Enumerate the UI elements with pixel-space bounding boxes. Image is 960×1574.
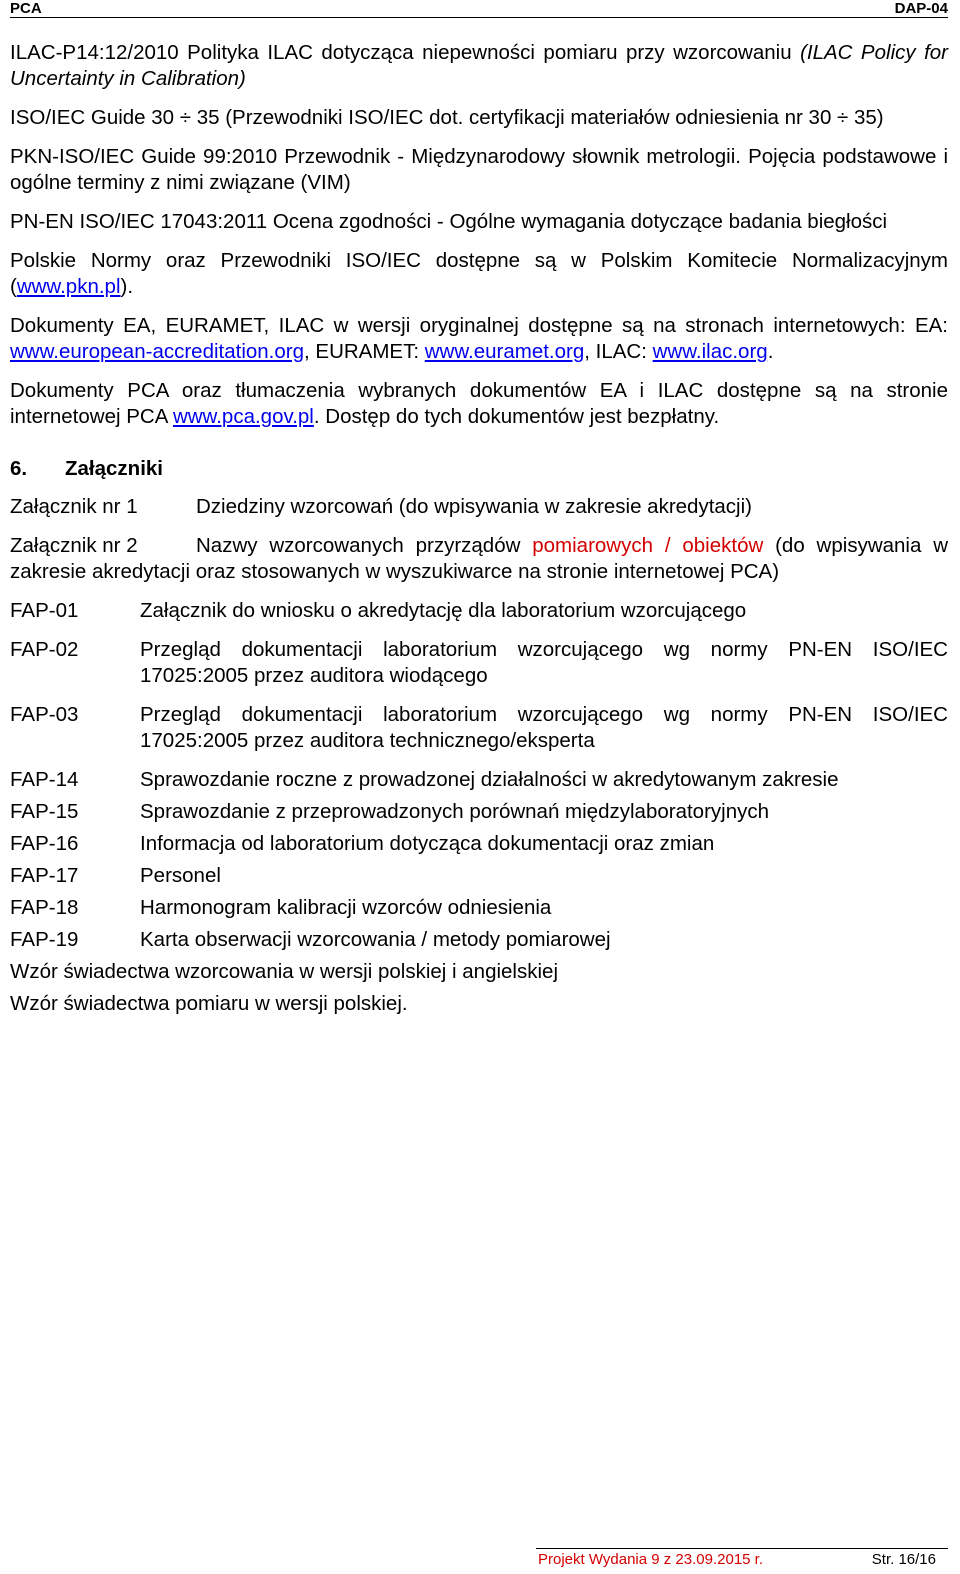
pkn-link[interactable]: www.pkn.pl (16, 275, 121, 298)
form-desc: Personel (140, 864, 221, 887)
form-desc: Przegląd dokumentacji laboratorium wzorcującego wg normy PN-EN ISO/IEC 17025:2005 przez auditora technicznego/eksperta (140, 703, 948, 752)
reference-iso-guide-30-35: ISO/IEC Guide 30 ÷ 35 (Przewodniki ISO/IEC dot. certyfikacji materiałów odniesienia nr 30 ÷ 35) (10, 106, 884, 129)
form-desc: Harmonogram kalibracji wzorców odniesienia (140, 896, 552, 919)
ea-link[interactable]: www.european-accreditation.org (10, 340, 304, 363)
form-desc: Sprawozdanie z przeprowadzonych porównań międzylaboratoryjnych (140, 800, 770, 823)
reference-ea-euramet-ilac: Dokumenty EA, EURAMET, ILAC w wersji oryginalnej dostępne są na stronach internetowych: EA: www.european-accreditation.org, EURAMET: www.euramet.org, ILAC: www.ilac.org. (10, 314, 948, 363)
section-title: Załączniki (65, 457, 163, 480)
form-item (10, 927, 948, 953)
form-code: FAP-14 (10, 768, 79, 791)
footer-edition: Projekt Wydania 9 z 23.09.2015 r. (538, 1551, 763, 1568)
section-number: 6. (10, 457, 28, 480)
pca-link[interactable]: www.pca.gov.pl (172, 405, 314, 428)
form-code: FAP-03 (10, 703, 79, 726)
form-code: FAP-16 (10, 832, 79, 855)
attachment-2: Załącznik nr 2 Nazwy wzorcowanych przyrządów pomiarowych / obiektów (do wpisywania w zakresie akredytacji oraz stosowanych w wyszukiwarce na stronie internetowej PCA) (10, 534, 949, 583)
form-item (10, 637, 948, 689)
form-code: FAP-19 (10, 928, 79, 951)
reference-vim: PKN-ISO/IEC Guide 99:2010 Przewodnik - Międzynarodowy słownik metrologii. Pojęcia podstawowe i ogólne terminy z nimi związane (VIM) (10, 145, 948, 194)
reference-17043: PN-EN ISO/IEC 17043:2011 Ocena zgodności - Ogólne wymagania dotyczące badania biegłości (10, 210, 888, 233)
form-code: FAP-01 (10, 599, 79, 622)
footer-page-number: Str. 16/16 (871, 1551, 936, 1568)
ilac-link[interactable]: www.ilac.org (652, 340, 768, 363)
form-desc: Przegląd dokumentacji laboratorium wzorcującego wg normy PN-EN ISO/IEC 17025:2005 przez auditora wiodącego (140, 638, 948, 687)
page-header (10, 0, 948, 18)
reference-italic-title: (ILAC Policy for Uncertainty in Calibration) (10, 41, 948, 90)
reference-text: ILAC-P14:12/2010 Polityka ILAC dotycząca niepewności pomiaru przy wzorcowaniu (10, 41, 801, 64)
document-body (10, 40, 948, 1023)
form-desc: Informacja od laboratorium dotycząca dokumentacji oraz zmian (140, 832, 715, 855)
form-item (10, 598, 948, 624)
euramet-link[interactable]: www.euramet.org (424, 340, 585, 363)
form-item (10, 895, 948, 921)
form-desc: Załącznik do wniosku o akredytację dla laboratorium wzorcującego (140, 599, 747, 622)
template-item: Wzór świadectwa pomiaru w wersji polskiej. (10, 992, 408, 1015)
form-code: FAP-17 (10, 864, 79, 887)
reference-ilac-p14 (10, 40, 948, 92)
page-footer (536, 1548, 948, 1569)
attachment-key: Załącznik nr 2 (10, 534, 138, 557)
header-org: PCA (10, 0, 42, 17)
header-doc-code: DAP-04 (894, 0, 948, 17)
form-item (10, 702, 948, 754)
reference-pkn: Polskie Normy oraz Przewodniki ISO/IEC dostępne są w Polskim Komitecie Normalizacyjnym (www.pkn.pl). (10, 249, 948, 298)
form-item (10, 767, 948, 793)
form-item (10, 799, 948, 825)
reference-pca-docs: Dokumenty PCA oraz tłumaczenia wybranych dokumentów EA i ILAC dostępne są na stronie internetowej PCA www.pca.gov.pl. Dostęp do tych dokumentów jest bezpłatny. (10, 379, 948, 428)
highlighted-change: pomiarowych / obiektów (532, 534, 764, 557)
attachment-1 (10, 494, 948, 520)
form-code: FAP-18 (10, 896, 79, 919)
form-item (10, 831, 948, 857)
attachment-key: Załącznik nr 1 (10, 495, 138, 518)
form-item (10, 863, 948, 889)
form-desc: Karta obserwacji wzorcowania / metody pomiarowej (140, 928, 611, 951)
section-heading (10, 456, 948, 482)
attachment-desc: Dziedziny wzorcowań (do wpisywania w zakresie akredytacji) (196, 495, 752, 518)
form-desc: Sprawozdanie roczne z prowadzonej działalności w akredytowanym zakresie (140, 768, 839, 791)
form-code: FAP-02 (10, 638, 79, 661)
template-item: Wzór świadectwa wzorcowania w wersji polskiej i angielskiej (10, 960, 558, 983)
form-code: FAP-15 (10, 800, 79, 823)
